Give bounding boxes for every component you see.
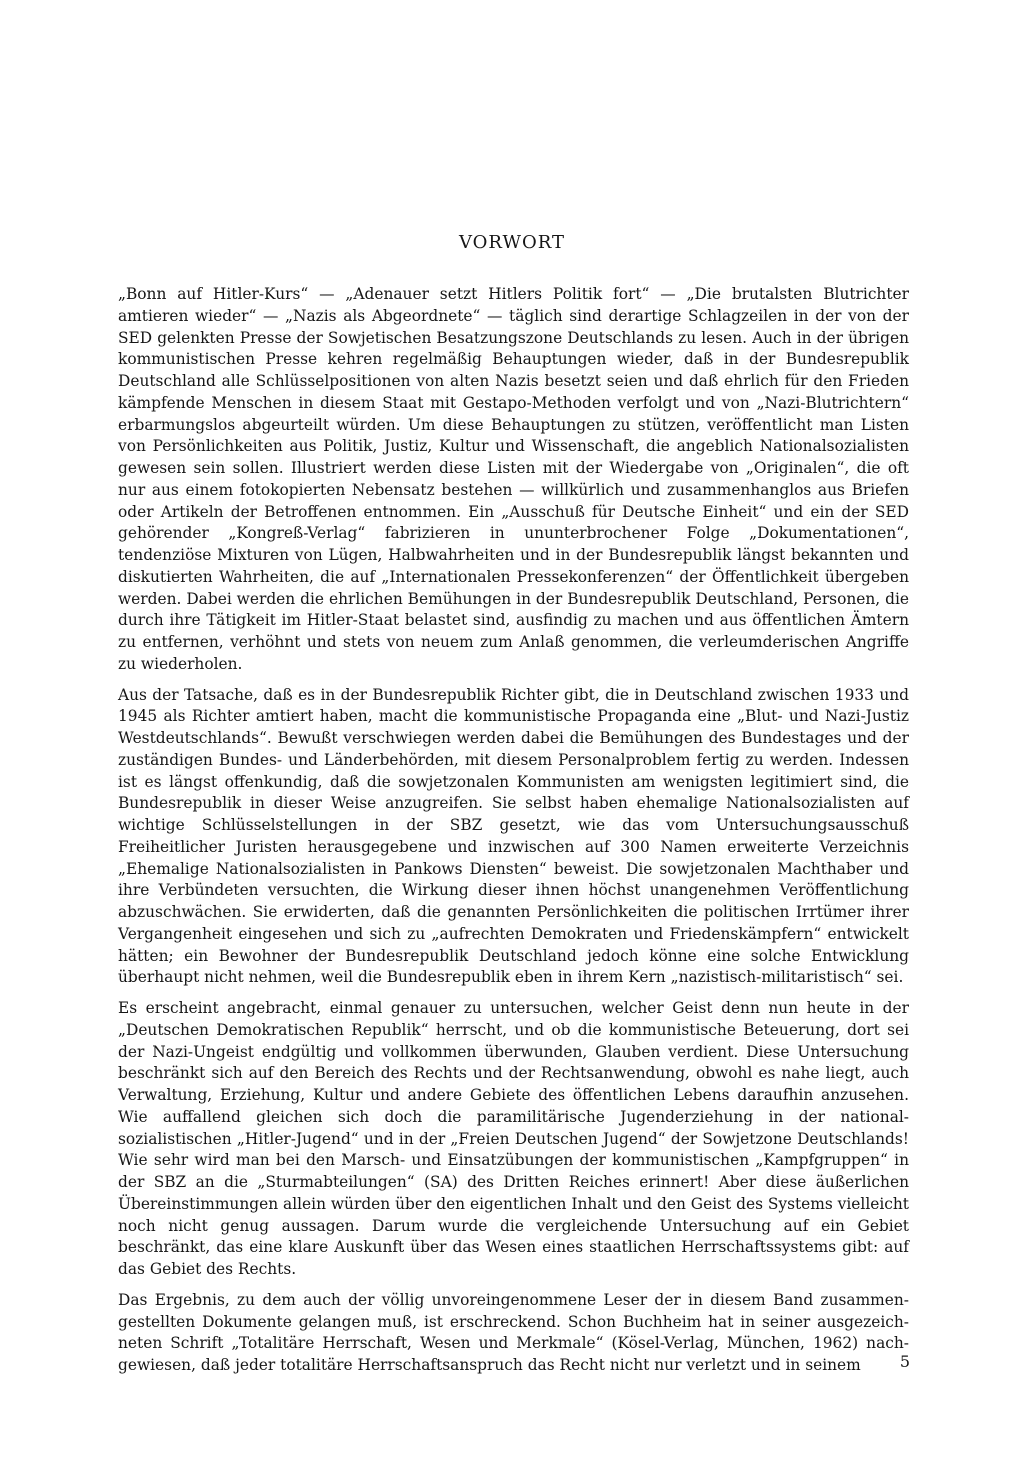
- body-text: [118, 284, 909, 1386]
- page-title: VORWORT: [458, 232, 566, 253]
- paragraph-3: Es erscheint angebracht, einmal genauer zu untersuchen, welcher Geist denn nun heute in der „Deutschen Demokratischen Republik“ herrscht, und ob die kommunistische Beteuerung, dort sei der Nazi-Ungeist endgültig und vollkommen überwunden, Glauben verdient. Diese Untersuchung beschränkt sich auf den Bereich des Rechts und der Rechtsanwendung, obwohl es nahe liegt, auch Verwaltung, Erziehung, Kultur und andere Gebiete des öffentlichen Lebens daraufhin anzusehen. Wie auffallend gleichen sich doch die paramilitärische Jugenderziehung in der nationalsozialistischen „Hitler-Jugend“ und in der „Freien Deutschen Jugend“ der Sowjetzone Deutschlands! Wie sehr wird man bei den Marsch- und Einsatzübungen der kommunistischen „Kampfgruppen“ in der SBZ an die „Sturmabteilungen“ (SA) des Dritten Reiches erinnert! Aber diese äußerlichen Übereinstimmungen allein würden über den eigentlichen Inhalt und den Geist des Systems vielleicht noch nicht genug aussagen. Darum wurde die vergleichende Untersuchung auf ein Gebiet beschränkt, das eine klare Auskunft über das Wesen eines staatlichen Herrschaftssystems gibt: auf das Gebiet des Rechts.: [118, 999, 909, 1278]
- page-number: 5: [899, 1352, 910, 1371]
- paragraph-1: „Bonn auf Hitler-Kurs“ — „Adenauer setzt Hitlers Politik fort“ — „Die brutalsten Blutrichter amtieren wieder“ — „Nazis als Abgeordnete“ — täglich sind derartige Schlagzeilen in der von der SED gelenkten Presse der Sowjetischen Besatzungszone Deutschlands zu lesen. Auch in der übrigen kommunistischen Presse kehren regelmäßig Behauptungen wieder, daß in der Bundesrepublik Deutschland alle Schlüsselpositionen von alten Nazis besetzt seien und daß ehrlich für den Frieden kämpfende Menschen in diesem Staat mit Gestapo-Methoden verfolgt und von „Nazi-Blutrichtern“ erbarmungslos abgeurteilt würden. Um diese Behauptungen zu stützen, veröffentlicht man Listen von Persönlichkeiten aus Politik, Justiz, Kultur und Wissenschaft, die angeblich Nationalsozialisten gewesen sein sollen. Illustriert werden diese Listen mit der Wiedergabe von „Originalen“, die oft nur aus einem fotokopierten Nebensatz bestehen — willkürlich und zusammenhanglos aus Briefen oder Artikeln der Betroffenen entnommen. Ein „Ausschuß für Deutsche Einheit“ und ein der SED gehörender „Kongreß-Verlag“ fabrizieren in ununterbrochener Folge „Dokumentationen“, tendenziöse Mixturen von Lügen, Halbwahrheiten und in der Bundesrepublik längst bekannten und diskutierten Wahrheiten, die auf „Internationalen Pressekonferenzen“ der Öffentlichkeit übergeben werden. Dabei werden die ehrlichen Bemühungen in der Bundesrepublik Deutschland, Personen, die durch ihre Tätigkeit im Hitler-Staat belastet sind, ausfindig zu machen und aus öffentlichen Ämtern zu entfernen, verhöhnt und stets von neuem zum Anlaß genommen, die verleumderischen Angriffe zu wiederholen.: [118, 285, 909, 673]
- paragraph-4: Das Ergebnis, zu dem auch der völlig unvoreingenommene Leser der in diesem Band zusammengestellten Dokumente gelangen muß, ist erschreckend. Schon Buchheim hat in seiner ausgezeichneten Schrift „Totalitäre Herrschaft, Wesen und Merkmale“ (Kösel-Verlag, München, 1962) nachgewiesen, daß jeder totalitäre Herrschaftsanspruch das Recht nicht nur verletzt und in seinem: [118, 1290, 909, 1374]
- paragraph-2: Aus der Tatsache, daß es in der Bundesrepublik Richter gibt, die in Deutschland zwischen 1933 und 1945 als Richter amtiert haben, macht die kommunistische Propaganda eine „Blut- und Nazi-Justiz Westdeutschlands“. Bewußt verschwiegen werden dabei die Bemühungen des Bundestages und der zuständigen Bundes- und Länderbehörden, mit diesem Personalproblem fertig zu werden. Indessen ist es längst offenkundig, daß die sowjetzonalen Kommunisten am wenigsten legitimiert sind, die Bundesrepublik in dieser Weise anzugreifen. Sie selbst haben ehemalige Nationalsozialisten auf wichtige Schlüsselstellungen in der SBZ gesetzt, wie das vom Untersuchungsausschuß Freiheitlicher Juristen herausgegebene und inzwischen auf 300 Namen erweiterte Verzeichnis „Ehemalige Nationalsozialisten in Pankows Diensten“ beweist. Die sowjetzonalen Machthaber und ihre Verbündeten versuchten, die Wirkung dieser ihnen höchst unangenehmen Veröffentlichung abzuschwächen. Sie erwiderten, daß die genannten Persönlichkeiten die politischen Irrtümer ihrer Vergangenheit eingesehen und sich zu „aufrechten Demokraten und Friedenskämpfern“ entwickelt hätten; ein Bewohner der Bundesrepublik Deutschland jedoch könne eine solche Entwicklung überhaupt nicht nehmen, weil die Bundesrepublik eben in ihrem Kern „nazistisch-militaristisch“ sei.: [118, 685, 909, 987]
